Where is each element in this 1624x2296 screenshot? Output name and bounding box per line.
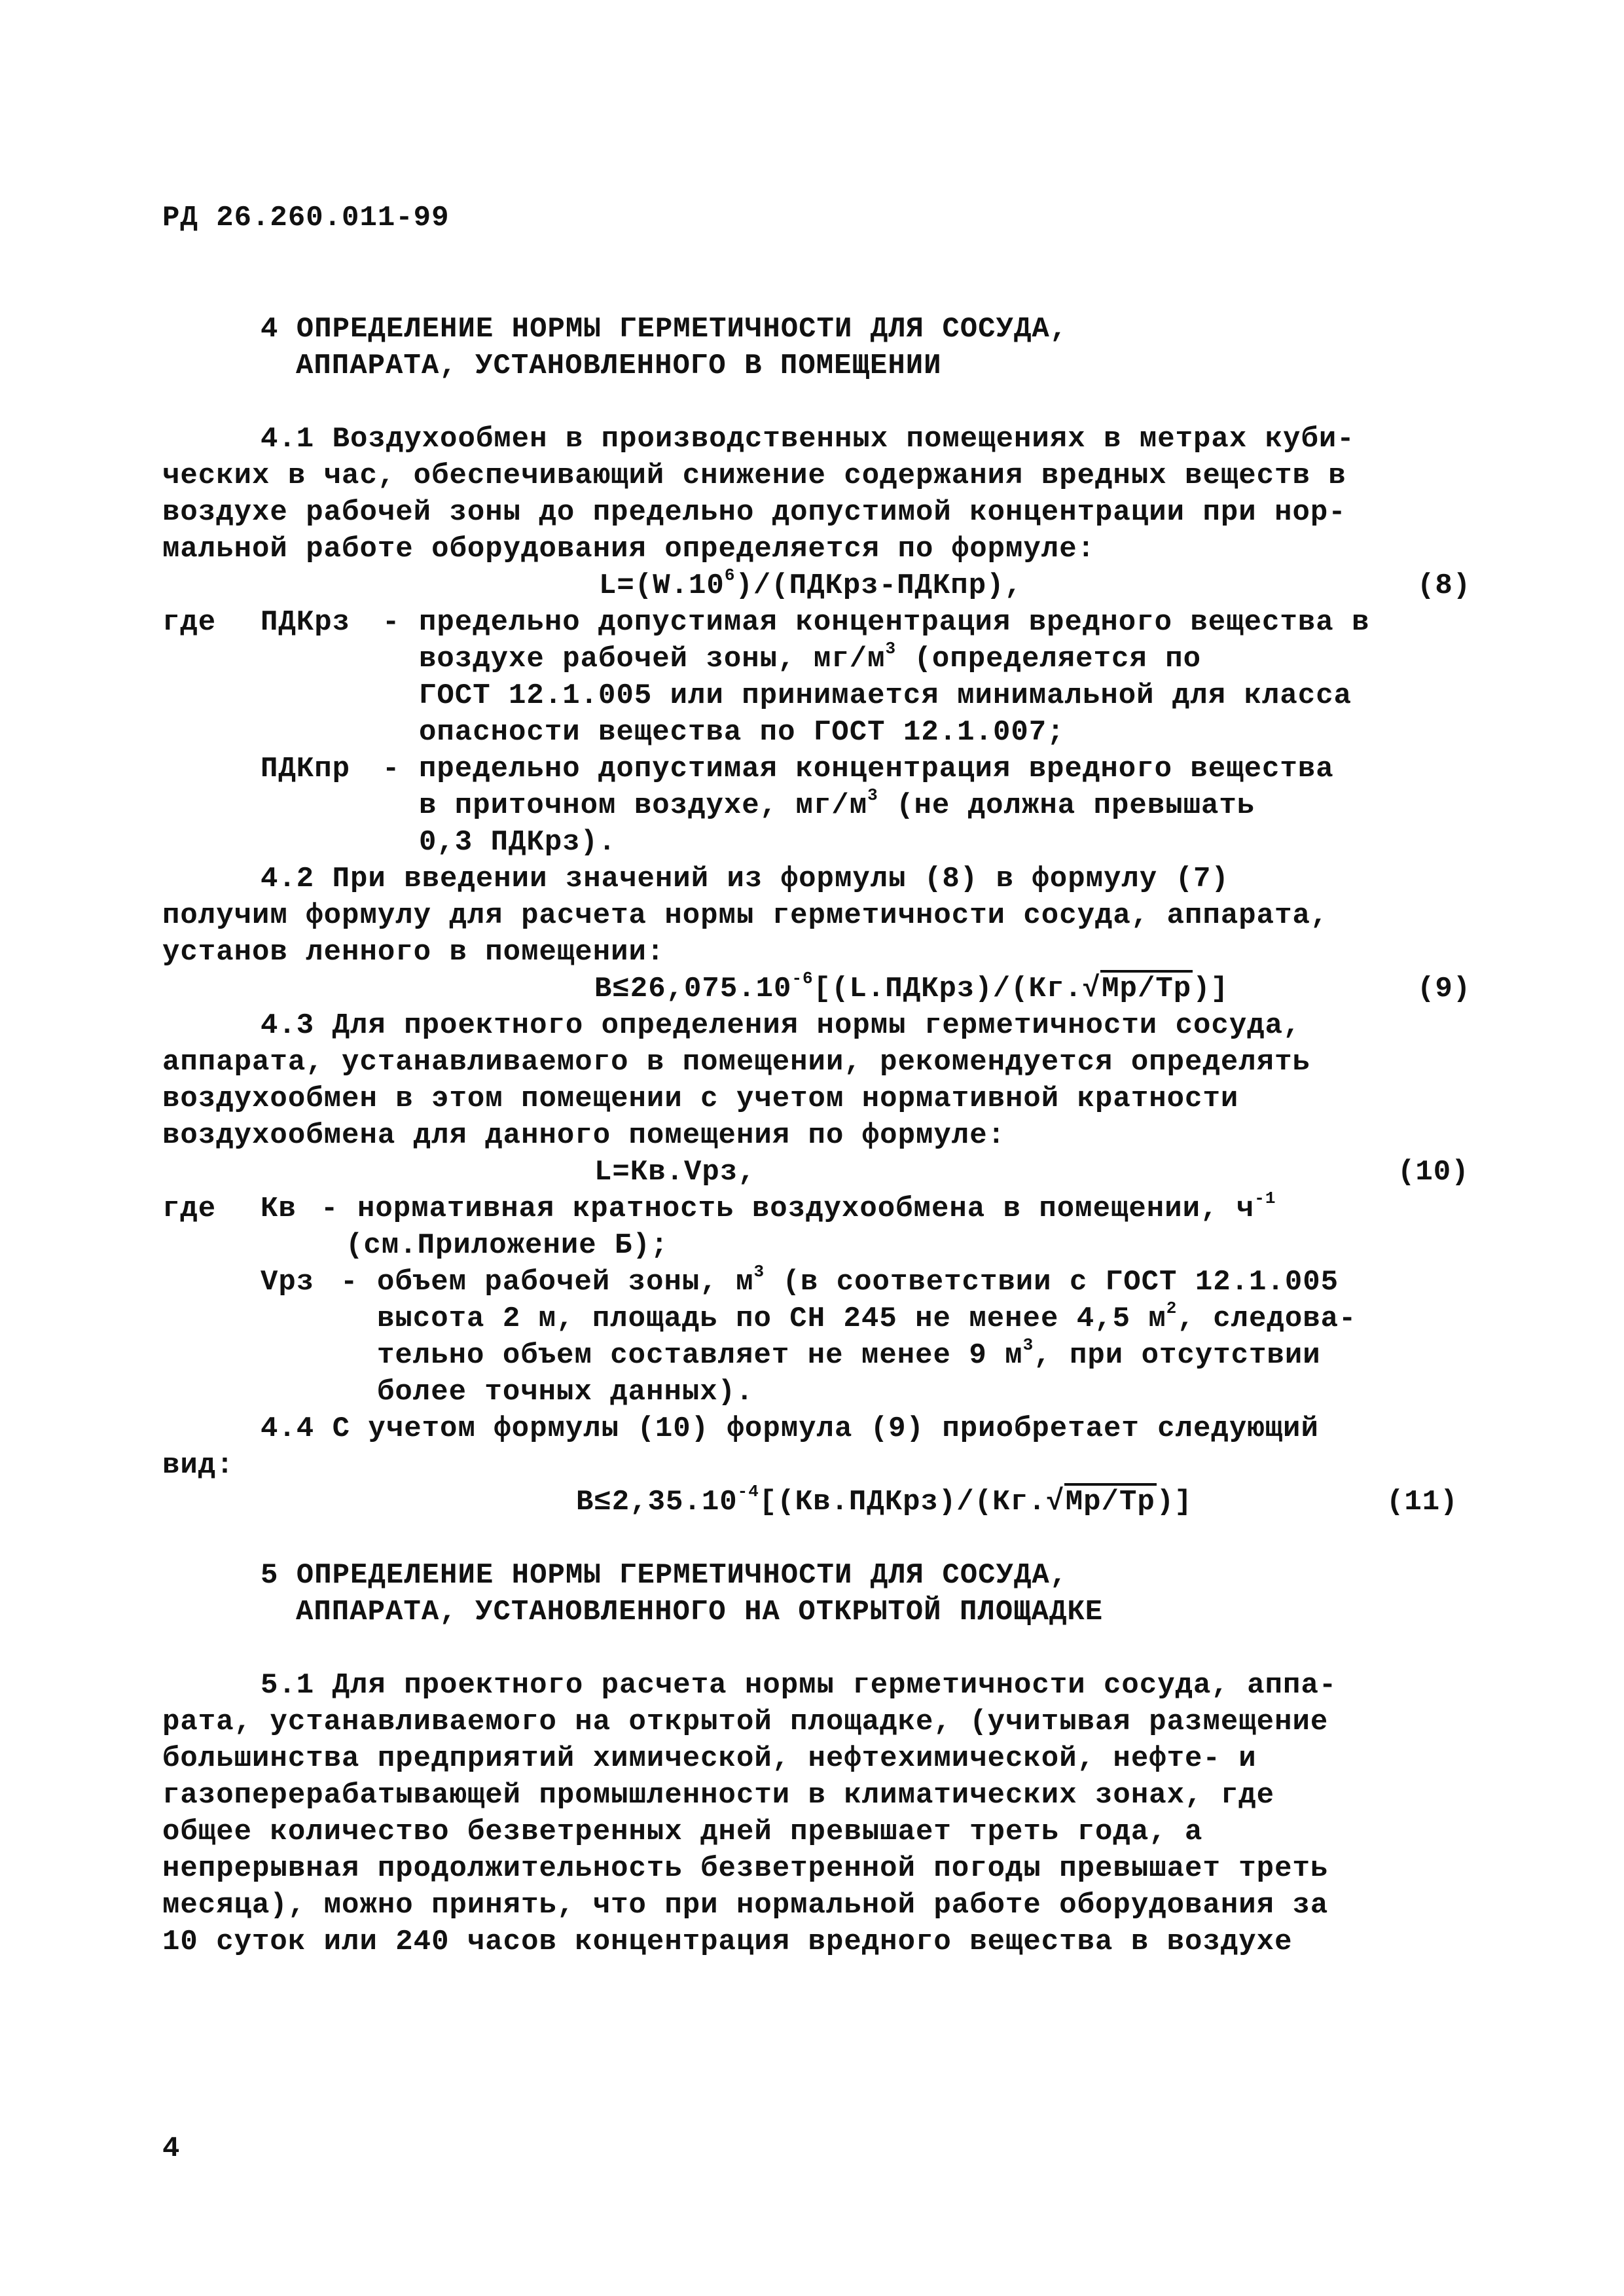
def-pdkpr-line2 <box>419 787 1255 824</box>
p51-line: 10 суток или 240 часов концентрация вредного вещества в воздухе <box>162 1926 1293 1958</box>
def-exp: 3 <box>1022 1335 1034 1355</box>
def-exp: 3 <box>885 639 897 659</box>
term-pdkpr: ПДКпр <box>261 753 351 785</box>
page-number: 4 <box>162 2132 181 2165</box>
def-text: высота 2 м, площадь по СН 245 не менее 4,5 м <box>377 1302 1166 1335</box>
formula-8-rhs: )/(ПДКрз-ПДКпр), <box>735 569 1022 602</box>
dash: - <box>321 1193 339 1225</box>
doc-code: РД 26.260.011-99 <box>162 202 450 234</box>
def-pdkpr-line1: предельно допустимая концентрация вредного вещества <box>419 753 1334 785</box>
def-pdkrz-line1: предельно допустимая концентрация вредного вещества в <box>419 606 1370 639</box>
sqrt-symbol: √Мр/Тр <box>1046 1484 1156 1520</box>
p41-line: ческих в час, обеспечивающий снижение содержания вредных веществ в <box>162 459 1346 492</box>
dash: - <box>340 1266 359 1299</box>
def-pdkrz-line4: опасности вещества по ГОСТ 12.1.007; <box>419 716 1065 749</box>
formula-11-mid: [(Кв.ПДКрз)/(Кг. <box>759 1486 1047 1518</box>
def-text: (в соответствии с ГОСТ 12.1.005 <box>765 1266 1339 1299</box>
formula-11-radicand: Мр/Тр <box>1064 1483 1157 1518</box>
p43-line: воздухообмена для данного помещения по формуле: <box>162 1119 1006 1152</box>
formula-9-radicand: Мр/Тр <box>1100 970 1193 1005</box>
def-text: (не должна превышать <box>878 789 1255 822</box>
formula-8-number: (8) <box>1417 569 1471 602</box>
p51-line: рата, устанавливаемого на открытой площадке, (учитывая размещение <box>162 1706 1329 1738</box>
def-text: нормативная кратность воздухообмена в помещении, ч <box>357 1193 1255 1225</box>
formula-11-number: (11) <box>1386 1486 1458 1518</box>
section-4-title-line2: АППАРАТА, УСТАНОВЛЕННОГО В ПОМЕЩЕНИИ <box>296 350 942 382</box>
formula-8-exp: 6 <box>724 565 736 586</box>
def-vrz-line2 <box>377 1300 1356 1337</box>
formula-9-lhs: B≤26,075.10 <box>594 973 792 1005</box>
dash: - <box>382 753 401 785</box>
where-label: где <box>162 606 217 639</box>
formula-9-end: )] <box>1193 973 1229 1005</box>
formula-9-exp: -6 <box>791 969 814 989</box>
section-4-title-line1: 4 ОПРЕДЕЛЕНИЕ НОРМЫ ГЕРМЕТИЧНОСТИ ДЛЯ СОСУДА, <box>261 313 1068 346</box>
p51-line: непрерывная продолжительность безветренной погоды превышает треть <box>162 1852 1329 1885</box>
p51-line: месяца), можно принять, что при нормальной работе оборудования за <box>162 1889 1329 1922</box>
term-vrz: Vрз <box>261 1266 315 1299</box>
term-pdkrz: ПДКрз <box>261 606 351 639</box>
def-pdkrz-line3: ГОСТ 12.1.005 или принимается минимальной для класса <box>419 679 1352 712</box>
formula-8 <box>599 567 1022 604</box>
formula-11 <box>576 1484 1193 1520</box>
p51-line: общее количество безветренных дней превышает треть года, а <box>162 1816 1203 1848</box>
def-vrz-line4: более точных данных). <box>377 1376 754 1408</box>
def-exp: 3 <box>867 785 878 806</box>
dash: - <box>382 606 401 639</box>
p43-line: аппарата, устанавливаемого в помещении, рекомендуется определять <box>162 1046 1310 1079</box>
where-label: где <box>162 1193 217 1225</box>
p42-line: 4.2 При введении значений из формулы (8) в формулу (7) <box>261 863 1229 895</box>
def-text: (определяется по <box>896 643 1201 675</box>
def-kv-line2: (см.Приложение Б); <box>346 1229 669 1262</box>
def-pdkrz-line2 <box>419 641 1201 677</box>
p42-line: получим формулу для расчета нормы герметичности сосуда, аппарата, <box>162 899 1329 932</box>
p42-line: установ ленного в помещении: <box>162 936 665 969</box>
def-text: тельно объем составляет не менее 9 м <box>377 1339 1023 1372</box>
p41-line: мальной работе оборудования определяется по формуле: <box>162 533 1096 565</box>
formula-10: L=Кв.Vрз, <box>594 1156 756 1189</box>
formula-9-mid: [(L.ПДКрз)/(Кг. <box>813 973 1083 1005</box>
def-exp: 2 <box>1166 1299 1178 1319</box>
p44-line: 4.4 С учетом формулы (10) формула (9) приобретает следующий <box>261 1412 1319 1445</box>
formula-9 <box>594 971 1229 1007</box>
def-text: объем рабочей зоны, м <box>377 1266 754 1299</box>
p51-line: 5.1 Для проектного расчета нормы герметичности сосуда, аппа- <box>261 1669 1337 1702</box>
def-text: , при отсутствии <box>1034 1339 1321 1372</box>
def-vrz-line1 <box>377 1264 1339 1300</box>
def-vrz-line3 <box>377 1337 1321 1374</box>
formula-10-number: (10) <box>1398 1156 1470 1189</box>
formula-11-end: )] <box>1156 1486 1193 1518</box>
def-kv-line1 <box>357 1191 1276 1227</box>
section-5-title-line1: 5 ОПРЕДЕЛЕНИЕ НОРМЫ ГЕРМЕТИЧНОСТИ ДЛЯ СОСУДА, <box>261 1559 1068 1592</box>
p44-line: вид: <box>162 1449 234 1482</box>
formula-11-lhs: B≤2,35.10 <box>576 1486 738 1518</box>
def-exp: -1 <box>1254 1189 1276 1209</box>
def-exp: 3 <box>753 1262 765 1282</box>
term-kv: Кв <box>261 1193 297 1225</box>
p41-line: 4.1 Воздухообмен в производственных помещениях в метрах куби- <box>261 423 1355 456</box>
def-text: в приточном воздухе, мг/м <box>419 789 868 822</box>
def-text: воздухе рабочей зоны, мг/м <box>419 643 886 675</box>
sqrt-symbol: √Мр/Тр <box>1083 971 1193 1007</box>
formula-8-lhs: L=(W.10 <box>599 569 725 602</box>
p51-line: большинства предприятий химической, нефтехимической, нефте- и <box>162 1742 1257 1775</box>
p43-line: воздухообмен в этом помещении с учетом нормативной кратности <box>162 1083 1239 1115</box>
p43-line: 4.3 Для проектного определения нормы герметичности сосуда, <box>261 1009 1301 1042</box>
formula-9-number: (9) <box>1417 973 1471 1005</box>
p51-line: газоперерабатывающей промышленности в климатических зонах, где <box>162 1779 1275 1812</box>
p41-line: воздухе рабочей зоны до предельно допустимой концентрации при нор- <box>162 496 1346 529</box>
def-text: , следова- <box>1177 1302 1357 1335</box>
formula-11-exp: -4 <box>737 1482 759 1502</box>
def-pdkpr-line3: 0,3 ПДКрз). <box>419 826 617 859</box>
section-5-title-line2: АППАРАТА, УСТАНОВЛЕННОГО НА ОТКРЫТОЙ ПЛОЩАДКЕ <box>296 1596 1104 1628</box>
